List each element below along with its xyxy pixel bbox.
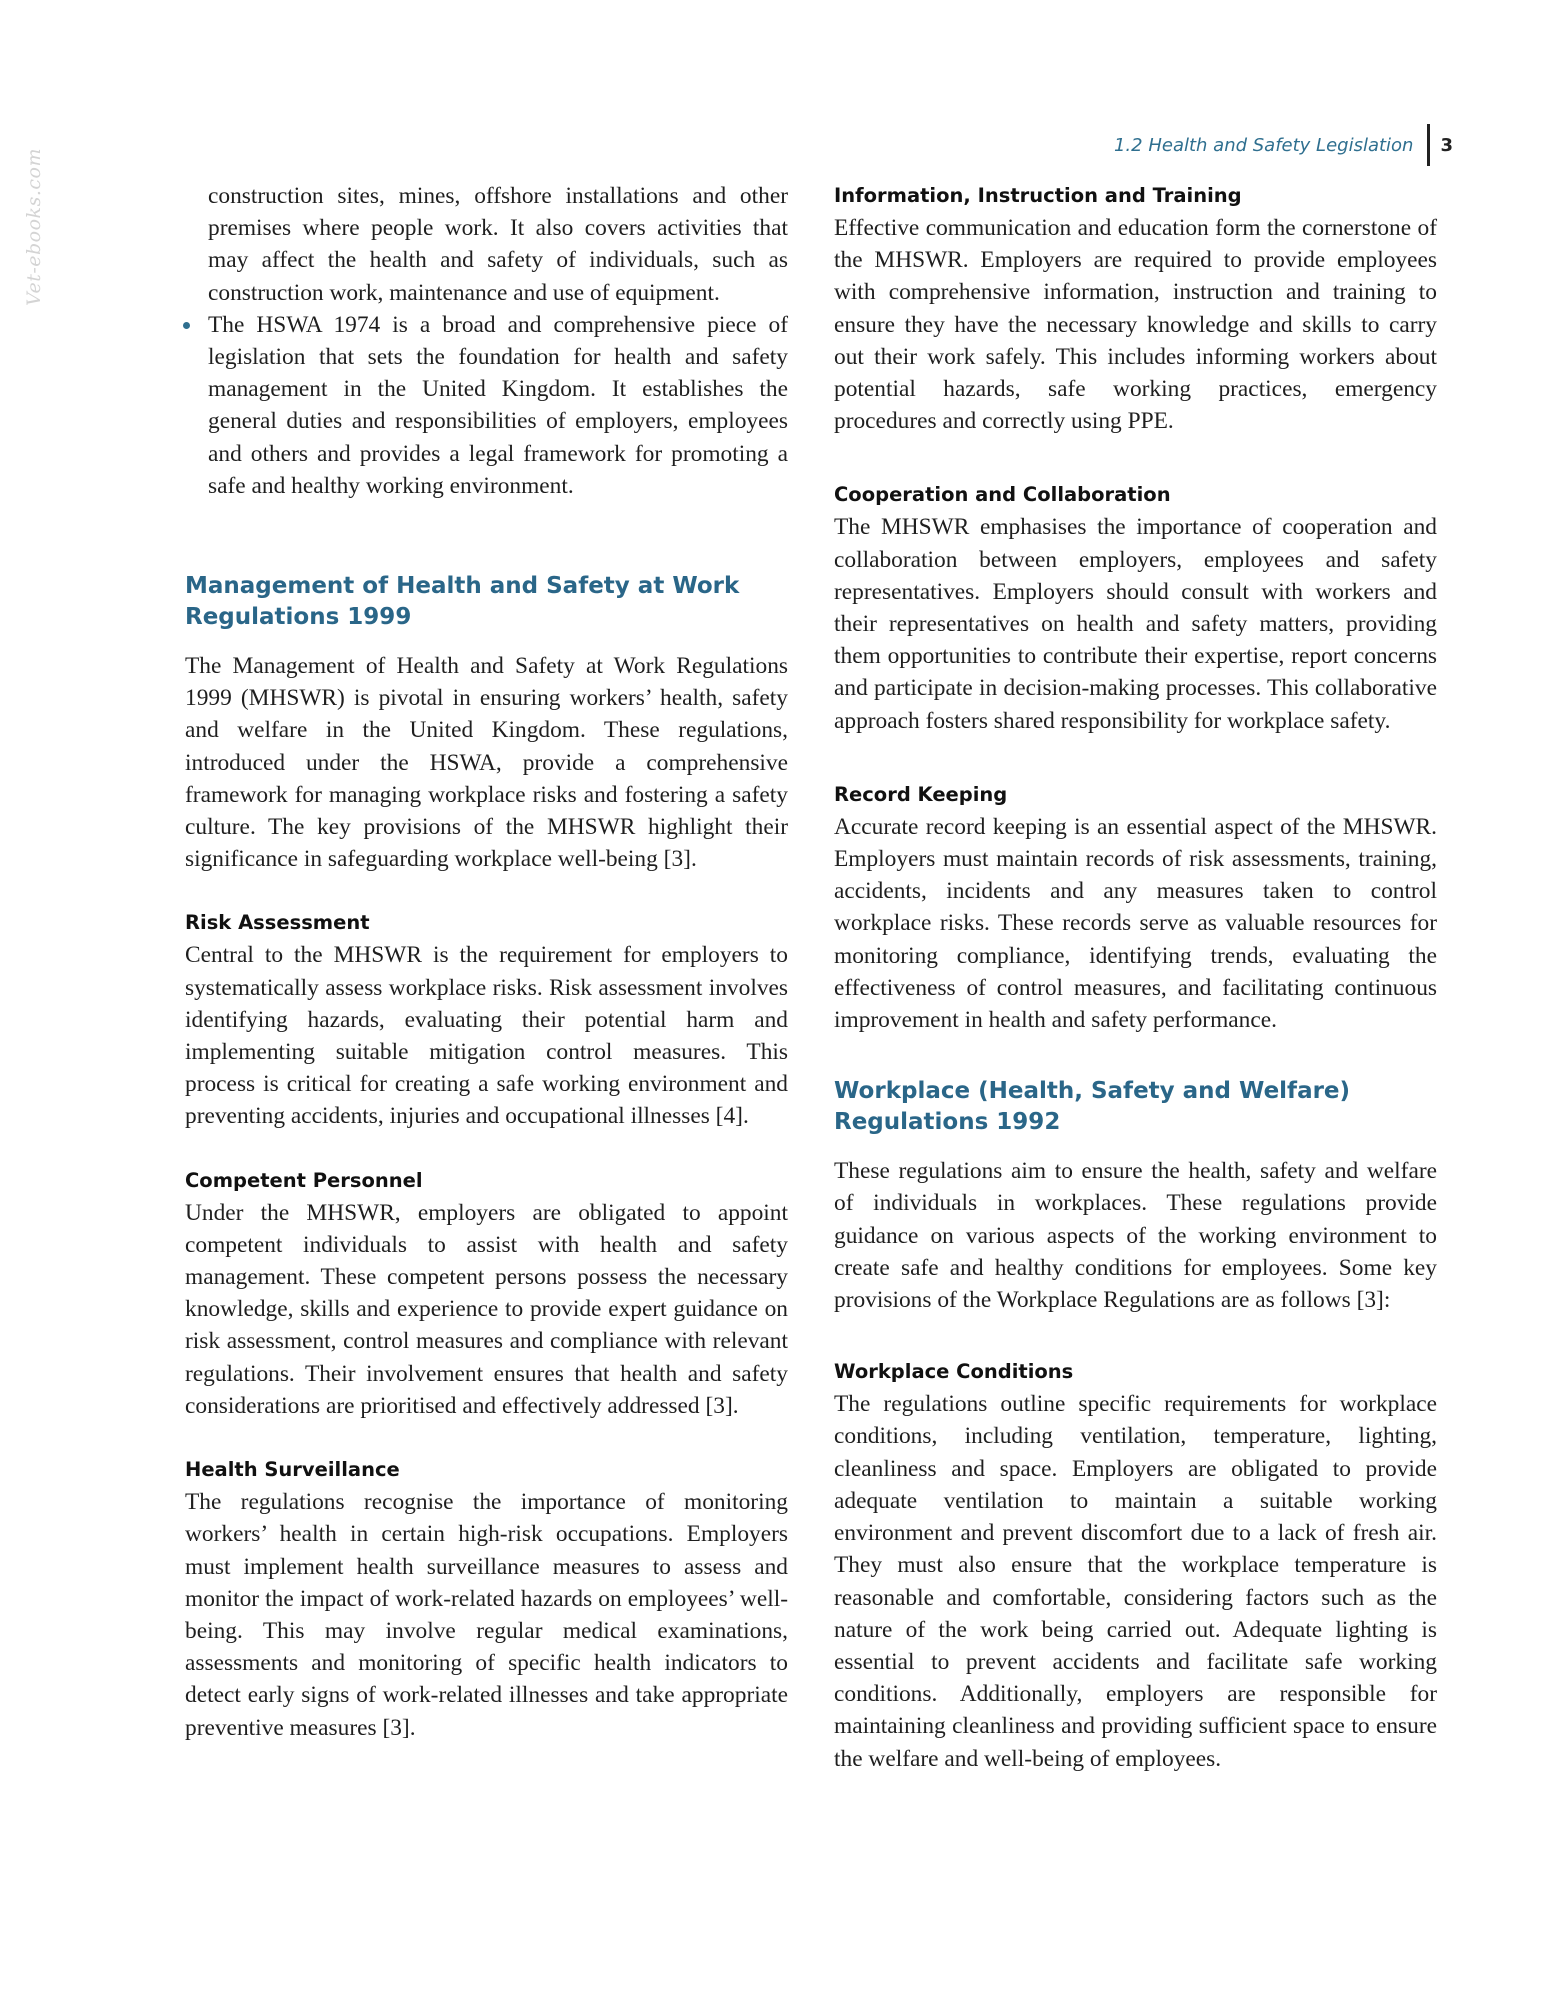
subheading-health-surveillance: Health Surveillance (185, 1458, 400, 1482)
bullet-continuation-text: construction sites, mines, offshore installations and other premises where people work. It also covers activities that may affect the health and safety of individuals, such as construction work, maintenance and use of equipment. (208, 183, 788, 306)
watermark (14, 150, 54, 330)
list-item (185, 180, 788, 309)
mhswr-intro-paragraph: The Management of Health and Safety at Work Regulations 1999 (MHSWR) is pivotal in ensuring workers’ health, safety and welfare in the United Kingdom. These regulations, introduced under the HSWA, provide a comprehensive framework for managing workplace risks and fostering a safety culture. The key provisions of the MHSWR highlight their significance in safeguarding workplace well-being [3]. (185, 653, 788, 873)
running-header (1114, 124, 1453, 166)
section-heading-workplace-regulations (834, 1076, 1437, 1138)
risk-assessment-paragraph: Central to the MHSWR is the requirement for employers to systematically assess workplace risks. Risk assessment involves identifying hazards, evaluating their potential harm and implementing suitable mitigation control measures. This process is critical for creating a safe working environment and preventing accidents, injuries and occupational illnesses [4]. (185, 942, 788, 1130)
cooperation-paragraph: The MHSWR emphasises the importance of cooperation and collaboration between employers, employees and safety representatives. Employers should consult with workers and their representatives on health and safety matters, providing them opportunities to contribute their expertise, report concerns and participate in decision-making processes. This collaborative approach fosters shared responsibility for workplace safety. (834, 514, 1437, 734)
subheading-cooperation: Cooperation and Collaboration (834, 483, 1171, 507)
heading-line: Regulations 1999 (185, 604, 412, 631)
record-keeping-paragraph: Accurate record keeping is an essential aspect of the MHSWR. Employers must maintain records of risk assessments, training, accidents, incidents and any measures taken to control workplace risks. These records serve as valuable resources for monitoring compliance, identifying trends, evaluating the effectiveness of control measures, and facilitating continuous improvement in health and safety performance. (834, 813, 1437, 1034)
information-paragraph: Effective communication and education form the cornerstone of the MHSWR. Employers are required to provide employees with comprehensive information, instruction and training to ensure they have the necessary knowledge and skills to carry out their work safely. This includes informing workers about potential hazards, safe working practices, emergency procedures and correctly using PPE. (834, 215, 1437, 435)
bullet-hswa-text: The HSWA 1974 is a broad and comprehensive piece of legislation that sets the foundation for health and safety management in the United Kingdom. It establishes the general duties and responsibilities of employers, employees and others and provides a legal framework for promoting a safe and healthy working environment. (208, 311, 788, 499)
workplace-intro-paragraph: These regulations aim to ensure the health, safety and welfare of individuals in workplaces. These regulations provide guidance on various aspects of the working environment to create safe and healthy conditions for employees. Some key provisions of the Workplace Regulations are as follows [3]: (834, 1158, 1437, 1314)
competent-personnel-paragraph: Under the MHSWR, employers are obligated to appoint competent individuals to assist with health and safety management. These competent persons possess the necessary knowledge, skills and experience to provide expert guidance on risk assessment, control measures and compliance with relevant regulations. Their involvement ensures that health and safety considerations are prioritised and effectively addressed [3]. (185, 1199, 788, 1419)
heading-line: Management of Health and Safety at Work (185, 573, 740, 600)
bullet-icon (183, 322, 190, 329)
subheading-workplace-conditions: Workplace Conditions (834, 1360, 1074, 1384)
subheading-risk-assessment: Risk Assessment (185, 911, 370, 935)
list-item (185, 309, 788, 502)
health-surveillance-paragraph: The regulations recognise the importance of monitoring workers’ health in certain high-risk occupations. Employers must implement health surveillance measures to assess and monitor the impact of work-related hazards on employees’ well-being. This may involve regular medical examinations, assessments and monitoring of specific health indicators to detect early signs of work-related illnesses and take appropriate preventive measures [3]. (185, 1489, 788, 1741)
heading-line: Regulations 1992 (834, 1109, 1061, 1136)
header-rule (1427, 124, 1430, 166)
heading-line: Workplace (Health, Safety and Welfare) (834, 1078, 1351, 1105)
running-title: 1.2 Health and Safety Legislation (1113, 134, 1414, 156)
left-column (185, 180, 788, 1744)
section-heading-mhswr (185, 571, 788, 633)
page-number: 3 (1440, 134, 1453, 156)
workplace-conditions-paragraph: The regulations outline specific requirements for workplace conditions, including ventilation, temperature, lighting, cleanliness and space. Employers are obligated to provide adequate ventilation to maintain a suitable working environment and prevent discomfort due to a lack of fresh air. They must also ensure that the workplace temperature is reasonable and comfortable, considering factors such as the nature of the work being carried out. Adequate lighting is essential to prevent accidents and facilitate safe working conditions. Additionally, employers are responsible for maintaining cleanliness and providing sufficient space to ensure the welfare and well-being of employees. (834, 1391, 1437, 1772)
subheading-competent-personnel: Competent Personnel (185, 1168, 423, 1192)
subheading-information-instruction-training: Information, Instruction and Training (834, 184, 1242, 207)
bullet-list (185, 180, 788, 502)
watermark-text: Vet-ebooks.com (23, 148, 45, 306)
right-column (834, 180, 1437, 1775)
subheading-record-keeping: Record Keeping (834, 782, 1008, 806)
